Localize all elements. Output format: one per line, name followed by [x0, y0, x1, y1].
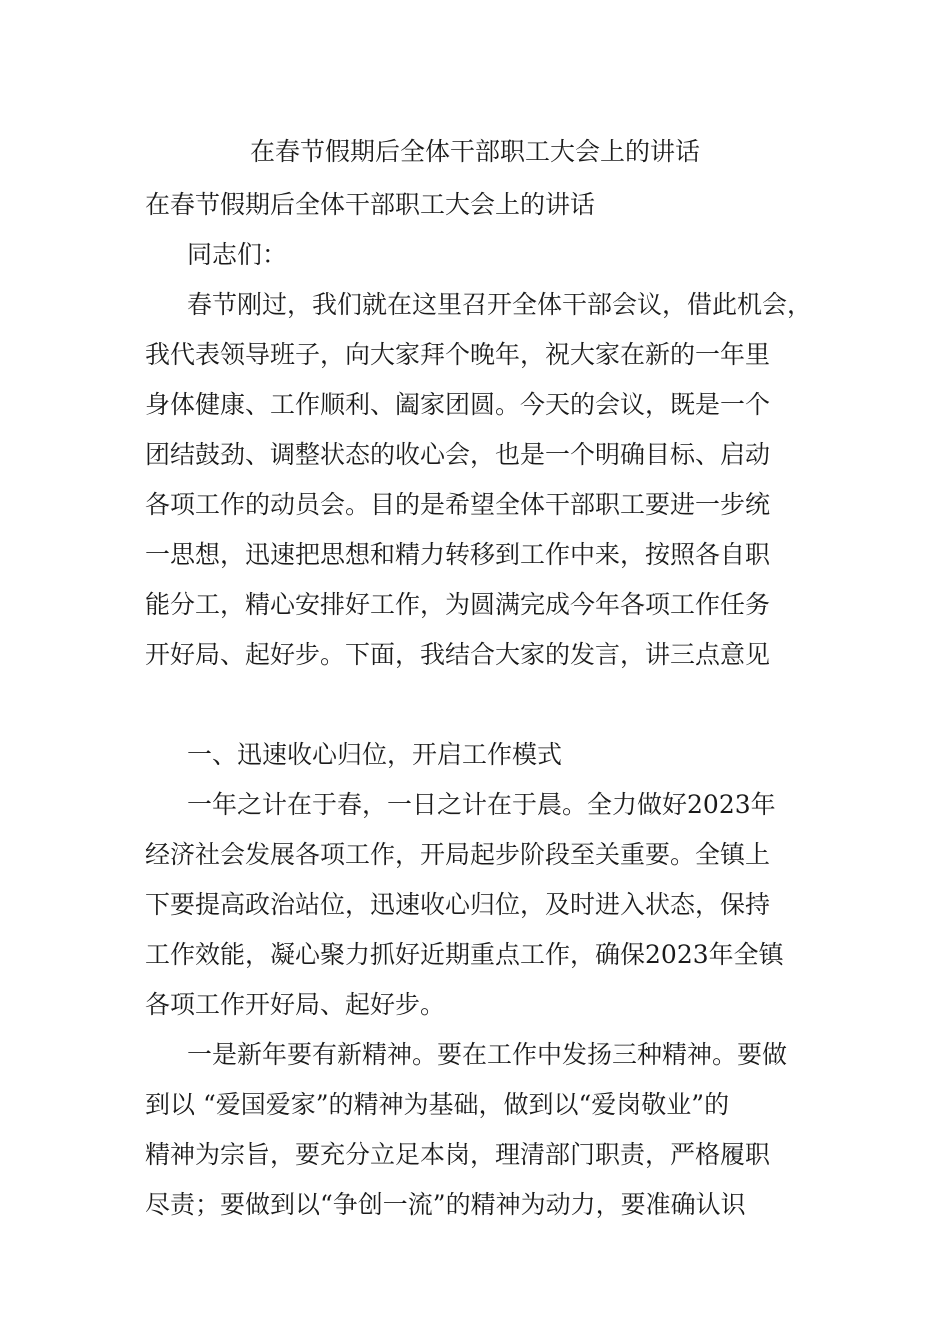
paragraph-line: 经济社会发展各项工作，开局起步阶段至关重要。全镇上 — [145, 840, 771, 869]
paragraph-line: 工作效能，凝心聚力抓好近期重点工作，确保2023年全镇 — [145, 940, 784, 969]
paragraph-line: 身体健康、工作顺利、阖家团圆。今天的会议，既是一个 — [145, 390, 771, 419]
paragraph-line: 一年之计在于春，一日之计在于晨。全力做好2023年 — [187, 790, 776, 819]
document-body — [145, 180, 825, 1230]
paragraph-line: 一思想，迅速把思想和精力转移到工作中来，按照各自职 — [145, 540, 771, 569]
paragraph-line: 各项工作的动员会。目的是希望全体干部职工要进一步统 — [145, 490, 771, 519]
section-heading: 一、迅速收心归位，开启工作模式 — [187, 740, 563, 769]
paragraph-line: 我代表领导班子，向大家拜个晚年，祝大家在新的一年里 — [145, 340, 771, 369]
salutation: 同志们： — [187, 240, 288, 269]
paragraph-line: 各项工作开好局、起好步。 — [145, 990, 446, 1019]
paragraph-line: 下要提高政治站位，迅速收心归位，及时进入状态，保持 — [145, 890, 771, 919]
paragraph-line: 精神为宗旨，要充分立足本岗，理清部门职责，严格履职 — [145, 1140, 771, 1169]
document-title: 在春节假期后全体干部职工大会上的讲话 — [249, 137, 700, 166]
paragraph-line: 开好局、起好步。下面，我结合大家的发言，讲三点意见 — [145, 640, 771, 669]
paragraph-line: 一是新年要有新精神。要在工作中发扬三种精神。要做 — [187, 1040, 788, 1069]
paragraph-gap — [145, 680, 825, 730]
paragraph-line: 到以 “爱国爱家”的精神为基础，做到以“爱岗敬业”的 — [145, 1090, 730, 1119]
paragraph-line: 春节刚过，我们就在这里召开全体干部会议，借此机会， — [187, 290, 813, 319]
paragraph-line: 团结鼓劲、调整状态的收心会，也是一个明确目标、启动 — [145, 440, 771, 469]
subtitle-line: 在春节假期后全体干部职工大会上的讲话 — [145, 190, 596, 219]
paragraph-line: 能分工，精心安排好工作，为圆满完成今年各项工作任务 — [145, 590, 771, 619]
paragraph-line: 尽责；要做到以“争创一流”的精神为动力，要准确认识 — [145, 1190, 746, 1219]
